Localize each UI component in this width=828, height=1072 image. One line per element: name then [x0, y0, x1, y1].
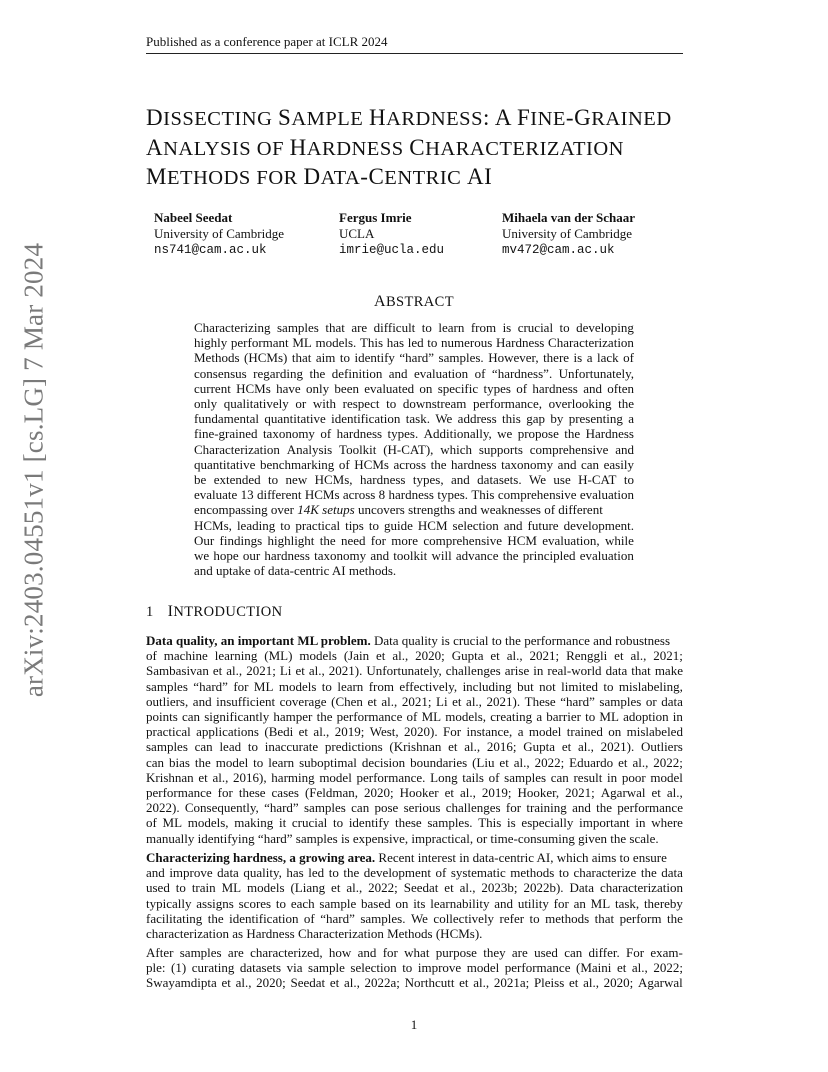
author-affiliation: UCLA — [339, 226, 375, 241]
author-name: Fergus Imrie — [339, 210, 412, 225]
text-line: we hope our hardness taxonomy and toolkit will advance the principled evaluation — [194, 548, 634, 564]
author-block — [154, 210, 284, 258]
abstract-heading: ABSTRACT — [373, 293, 455, 310]
text-line: points can significantly hamper the performance of ML models, creating a barrier to ML adoption in — [146, 709, 683, 725]
title-line-3: METHODS FOR DATA-CENTRIC AI — [146, 164, 493, 189]
text-line: encompassing over 14K setups uncovers strengths and weaknesses of different — [194, 502, 603, 518]
author-name: Mihaela van der Schaar — [502, 210, 636, 225]
text-line: Data quality, an important ML problem. Data quality is crucial to the performance and robustness — [146, 633, 671, 648]
text-line: After samples are characterized, how and for what purpose they are used can differ. For exam- — [146, 945, 683, 960]
text-line: consensus regarding the definition and evaluation of “hardness”. Unfortunately, — [194, 365, 634, 381]
text-line: outliers, and insufficient coverage (Chen et al., 2021; Li et al., 2021). These “hard” samples or data — [146, 693, 683, 709]
text-line: Sambasivan et al., 2021; Li et al., 2021). Unfortunately, challenges arise in real-world data that make — [146, 663, 683, 679]
paragraph — [146, 633, 683, 846]
text-line: can bias the model to learn suboptimal decision boundaries (Liu et al., 2022; Eduardo et al., 2022; — [146, 754, 683, 770]
text-line: and improve data quality, has led to the development of systematic methods to characterize the data — [146, 865, 683, 881]
text-line: performance for these cases (Feldman, 2020; Hooker et al., 2019; Hooker, 2021; Agarwal et al., — [146, 785, 683, 801]
text-line: Krishnan et al., 2016), harming model performance. Long tails of samples can result in poor model — [146, 769, 683, 785]
title-line-2: ANALYSIS OF HARDNESS CHARACTERIZATION — [146, 134, 624, 160]
author-block — [502, 210, 635, 258]
author-email[interactable]: ns741@cam.ac.uk — [154, 243, 267, 257]
section-number: 1 — [146, 604, 154, 620]
paper-title — [146, 104, 706, 193]
page-number: 1 — [410, 1017, 418, 1032]
text-line: samples “hard” for ML models to learn from effectively, including but not limited to mislabeling, — [146, 678, 683, 694]
text-line: and uptake of data-centric AI methods. — [194, 563, 397, 579]
text-line: Our findings highlight the need for more comprehensive HCM evaluation, while — [194, 532, 634, 548]
text-line: fine-grained taxonomy of hardness types. Additionally, we propose the Hardness — [194, 426, 634, 442]
author-email[interactable]: imrie@ucla.edu — [339, 243, 445, 257]
paragraph — [146, 850, 683, 941]
text-line: fundamental quantitative identification task. We address this gap by presenting a — [194, 411, 634, 427]
text-line: 2022). Consequently, “hard” samples can pose serious challenges for training and the performance — [146, 800, 683, 816]
text-line: evaluate 13 different HCMs across 8 hardness types. This comprehensive evaluation — [194, 487, 634, 503]
title-line-1: DISSECTING SAMPLE HARDNESS: A FINE-GRAINED — [146, 105, 672, 130]
paragraph-lead: Characterizing hardness, a growing area. — [146, 850, 376, 865]
text-line: used to train ML models (Liang et al., 2022; Seedat et al., 2023b; 2022b). Data characterization — [146, 880, 683, 896]
author-affiliation: University of Cambridge — [154, 226, 284, 241]
text-line: samples can lead to inaccurate predictions (Krishnan et al., 2016; Gupta et al., 2021). Outliers — [146, 739, 683, 755]
section-heading: 1 INTRODUCTION — [146, 603, 283, 620]
text-line: of ML models, making it crucial to identify these samples. This is especially important in where — [146, 815, 683, 831]
author-affiliation: University of Cambridge — [502, 226, 632, 241]
text-line: manually identifying “hard” samples is expensive, impractical, or time-consuming given the scale. — [146, 830, 659, 846]
running-header: Published as a conference paper at ICLR 2024 — [146, 34, 388, 49]
emphasis: 14K setups — [297, 502, 355, 518]
abstract-text — [194, 320, 634, 578]
author-email[interactable]: mv472@cam.ac.uk — [502, 243, 615, 257]
author-block — [339, 210, 444, 258]
arxiv-identifier: arXiv:2403.04551v1 [cs.LG] 7 Mar 2024 — [18, 242, 49, 698]
text-line: practical applications (Bedi et al., 2019; West, 2020). For instance, a model trained on mislabeled — [146, 724, 683, 740]
text-line: HCMs, leading to practical tips to guide HCM selection and future development. — [194, 517, 634, 533]
text-line: characterization as Hardness Characterization Methods (HCMs). — [146, 926, 483, 942]
author-name: Nabeel Seedat — [154, 210, 233, 225]
text-line: Characterizing hardness, a growing area. Recent interest in data-centric AI, which aims to ensure — [146, 850, 667, 865]
text-line: only qualitatively or with respect to downstream performance, overlooking the — [194, 396, 634, 412]
text-line: current HCMs have only been evaluated on specific types of hardness and often — [194, 380, 634, 396]
text-line: typically assigns scores to each sample based on its learnability and utility for an ML task, thereby — [146, 895, 683, 911]
text-line: facilitating the identification of “hard” samples. We collectively refer to methods that perform the — [146, 910, 683, 926]
arxiv-sidebar — [14, 242, 54, 698]
text-line: Methods (HCMs) that aim to identify “hard” samples. However, there is a lack of — [194, 350, 634, 366]
text-line: Characterization Analysis Toolkit (H-CAT), which supports comprehensive and — [194, 441, 634, 457]
text-line: quantitative benchmarking of HCMs across the hardness taxonomy and can easily — [194, 456, 634, 472]
text-line: be extended to new HCMs, hardness types, and datasets. We use H-CAT to — [194, 472, 634, 488]
text-line: highly performant ML models. This has led to numerous Hardness Characterization — [194, 335, 634, 351]
text-line: Characterizing samples that are difficult to learn from is crucial to developing — [194, 320, 634, 335]
paragraph-lead: Data quality, an important ML problem. — [146, 633, 371, 648]
text-line: Swayamdipta et al., 2020; Seedat et al., 2022a; Northcutt et al., 2021a; Pleiss et al., 2020; Agarwal — [146, 975, 683, 991]
paragraph — [146, 945, 683, 991]
header-rule — [146, 53, 683, 54]
text-line: ple: (1) curating datasets via sample selection to improve model performance (Maini et al., 2022; — [146, 960, 683, 976]
text-line: of machine learning (ML) models (Jain et al., 2020; Gupta et al., 2021; Renggli et al., 2021; — [146, 648, 683, 664]
